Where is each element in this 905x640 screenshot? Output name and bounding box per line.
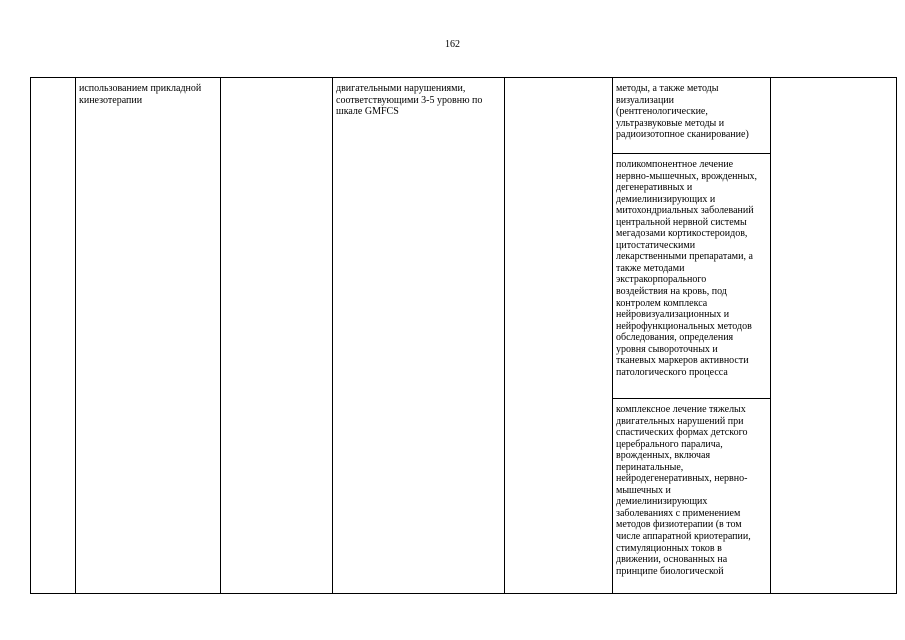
cell-treatment-profile xyxy=(76,78,221,594)
cell-cost xyxy=(771,78,897,594)
method-block-complex: комплексное лечение тяжелых двигательных нарушений при спастических формах детского церебрального паралича, врожденных, включая перинатальные, нейродегенеративных, нервно- мышечных и демиелинизирующих заболеваниях с применением методов физиотерапии (в том числе аппаратной криотерапии, стимуляционных токов в движении, основанных на принципе биологической xyxy=(616,404,751,577)
cell-treatment-method xyxy=(613,78,771,594)
method-block-multicomponent: поликомпонентное лечение нервно-мышечных, врожденных, дегенеративных и демиелинизирующих и митохондриальных заболеваний центральной нервной системы мегадозами кортикостероидов, цитостатическими лекарственными препаратами, а также методами экстракорпорального воздействия на кровь, под контролем комплекса нейровизуализационных и нейрофункциональных методов обследования, определения уровня сывороточных и тканевых маркеров активности патологического процесса xyxy=(613,154,770,399)
cell-patient-model xyxy=(333,78,505,594)
cell-patient-model-text: двигательными нарушениями, соответствующими 3-5 уровню по шкале GMFCS xyxy=(336,83,483,118)
document-table xyxy=(30,77,897,594)
method-block-visualization: методы, а также методы визуализации (рентгенологические, ультразвуковые методы и радиоизотопное сканирование) xyxy=(613,78,770,154)
page-number: 162 xyxy=(445,39,460,50)
cell-treatment-profile-text: использованием прикладной кинезотерапии xyxy=(79,83,202,106)
cell-code xyxy=(221,78,333,594)
cell-treatment-type xyxy=(505,78,613,594)
cell-number xyxy=(31,78,76,594)
table-row xyxy=(31,78,897,594)
